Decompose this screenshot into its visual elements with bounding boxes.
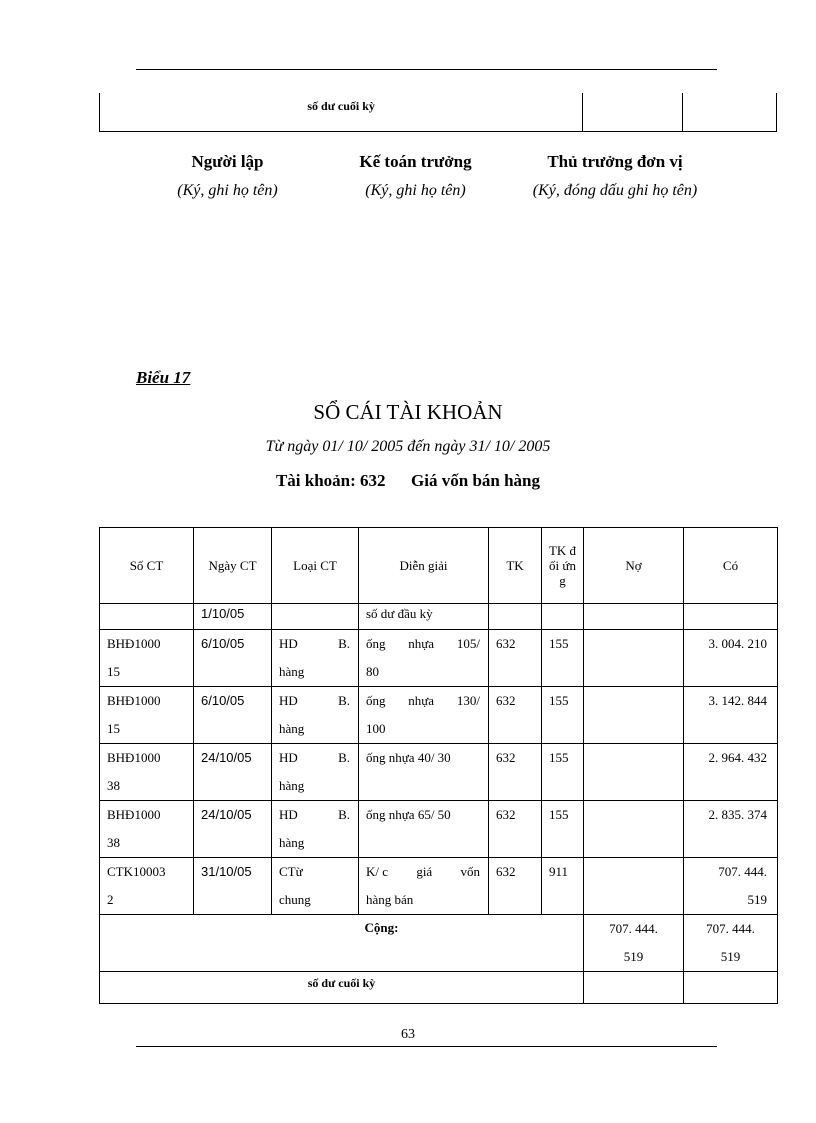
footer-rule [136,1046,717,1047]
header-ngay-ct: Ngày CT [194,528,272,604]
table-row: CTK10003 2 31/10/05 CTừ chung K/ c giá vốn hàng bán 632 911 707. 444. 519 [100,858,778,915]
previous-table-closing [99,93,777,132]
header-tk: TK [489,528,542,604]
signature-head-of-unit: Thủ trưởng đơn vị (Ký, đóng dấu ghi họ tên) [532,152,698,199]
ledger-table [99,527,778,1004]
signature-preparer: Người lập (Ký, ghi họ tên) [177,152,278,199]
table-row: BHĐ1000 38 24/10/05 HD B. hàng ống nhựa 65/ 50 632 155 2. 835. 374 [100,801,778,858]
table-row: BHĐ1000 38 24/10/05 HD B. hàng ống nhựa 40/ 30 632 155 2. 964. 432 [100,744,778,801]
total-row: Cộng: 707. 444. 519 707. 444. 519 [100,915,778,972]
page-number: 63 [401,1027,415,1042]
header-rule [136,69,717,70]
ledger-account: Tài khoản: 632 Giá vốn bán hàng [275,471,541,490]
table-row: BHĐ1000 15 6/10/05 HD B. hàng ống nhựa 105/ 80 632 155 3. 004. 210 [100,630,778,687]
closing-balance-label: số dư cuối kỳ [100,93,583,132]
header-loai-ct: Loại CT [272,528,359,604]
ledger-title: SỔ CÁI TÀI KHOẢN [313,400,503,424]
header-tk-doi-ung: TK đối ứng [542,528,584,604]
table-row: BHĐ1000 15 6/10/05 HD B. hàng ống nhựa 130/ 100 632 155 3. 142. 844 [100,687,778,744]
closing-row: số dư cuối kỳ [100,972,778,1004]
opening-row: 1/10/05 số dư đầu kỳ [100,604,778,630]
table-header-row [100,528,778,604]
exhibit-label: Biểu 17 [136,368,191,387]
header-dien-giai: Diễn giải [359,528,489,604]
ledger-period: Từ ngày 01/ 10/ 2005 đến ngày 31/ 10/ 2005 [265,438,551,455]
header-so-ct: Số CT [100,528,194,604]
header-no: Nợ [584,528,684,604]
signature-chief-accountant: Kế toán trưởng (Ký, ghi họ tên) [359,152,472,199]
header-co: Có [684,528,778,604]
